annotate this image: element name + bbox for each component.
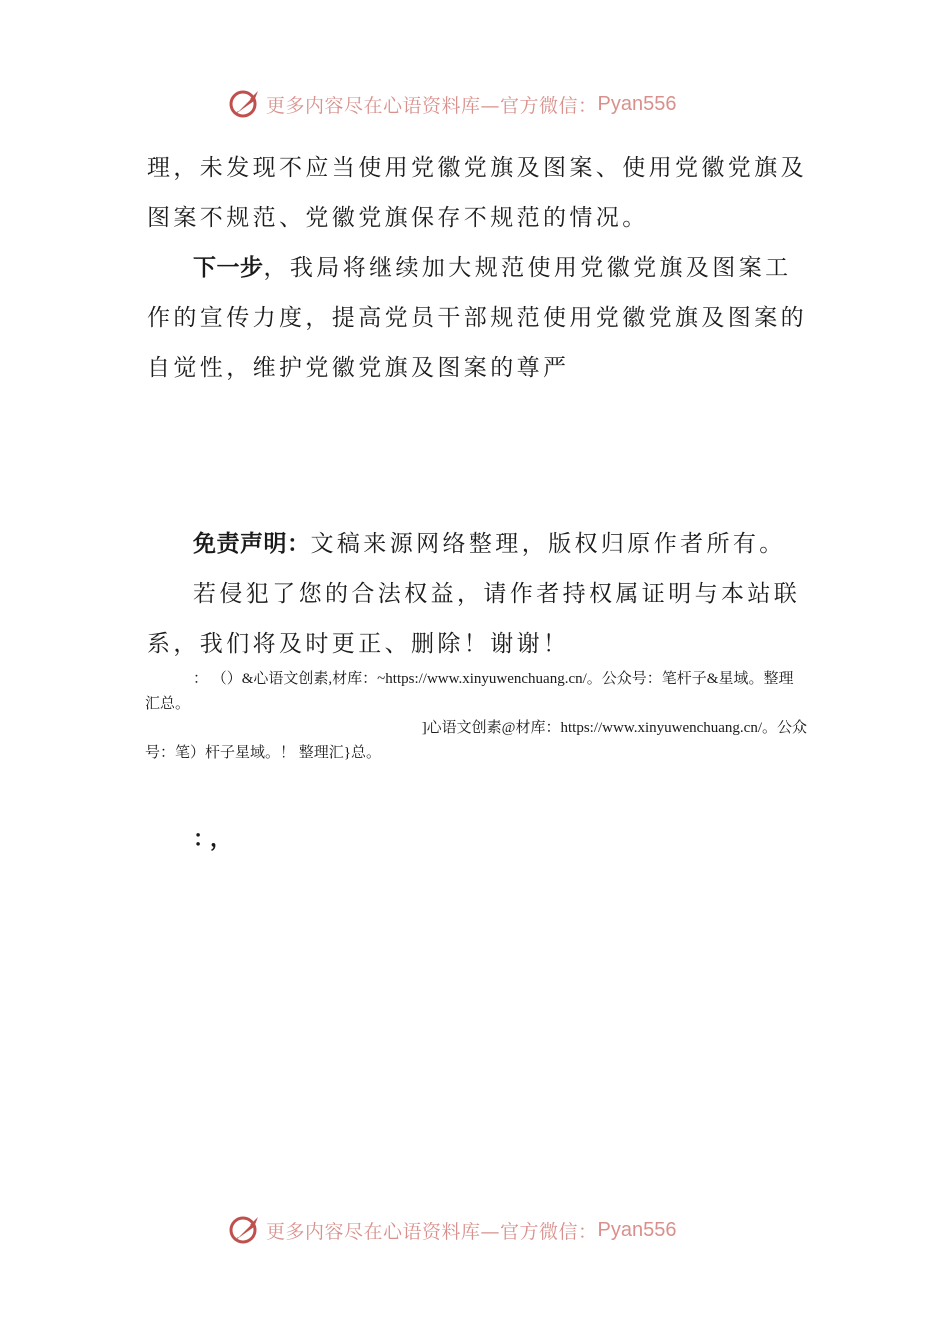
source-note-1 [145,667,807,717]
paragraph-next-step [147,243,807,393]
quill-logo-icon [228,1213,262,1247]
footer-banner [228,1210,788,1250]
contact-text: 若侵犯了您的合法权益，请作者持权属证明与本站联系，我们将及时更正、删除！谢谢！ [147,581,801,657]
next-step-label: 下一步 [193,255,264,281]
source-note-2-line-a: ]心语文创素@材库：https://www.xinyuwenchuang.cn/。公众 [421,720,807,736]
paragraph-findings: 理，未发现不应当使用党徽党旗及图案、使用党徽党旗及图案不规范、党徽党旗保存不规范的情况。 [147,155,807,231]
disclaimer-text: 文稿来源网络整理，版权归原作者所有。 [310,531,786,557]
banner-wechat-id: Pyan556 [597,92,677,115]
source-note-1-text: ： （）&心语文创素,材库：~https://www.xinyuwenchuang.cn/。公众号：笔杆子&星域。整理汇总。 [145,671,794,712]
quill-logo-icon [228,87,262,121]
source-note-2-line-b: 号：笔）杆子星域。！ 整理汇}总。 [145,745,381,761]
source-note-2 [145,716,807,766]
stray-punctuation: ：， [193,827,239,852]
header-banner [228,84,788,124]
disclaimer-line [147,519,807,569]
next-step-text: ，我局将继续加大规范使用党徽党旗及图案工作的宣传力度，提高党员干部规范使用党徽党旗及图案的自觉性，维护党徽党旗及图案的尊严 [147,255,807,381]
disclaimer-label: 免责声明： [193,531,311,557]
paragraph-contact [147,569,807,669]
banner-wechat-id: Pyan556 [597,1218,677,1241]
banner-text: 更多内容尽在心语资料库—官方微信： [266,94,598,117]
banner-text: 更多内容尽在心语资料库—官方微信： [266,1220,598,1243]
